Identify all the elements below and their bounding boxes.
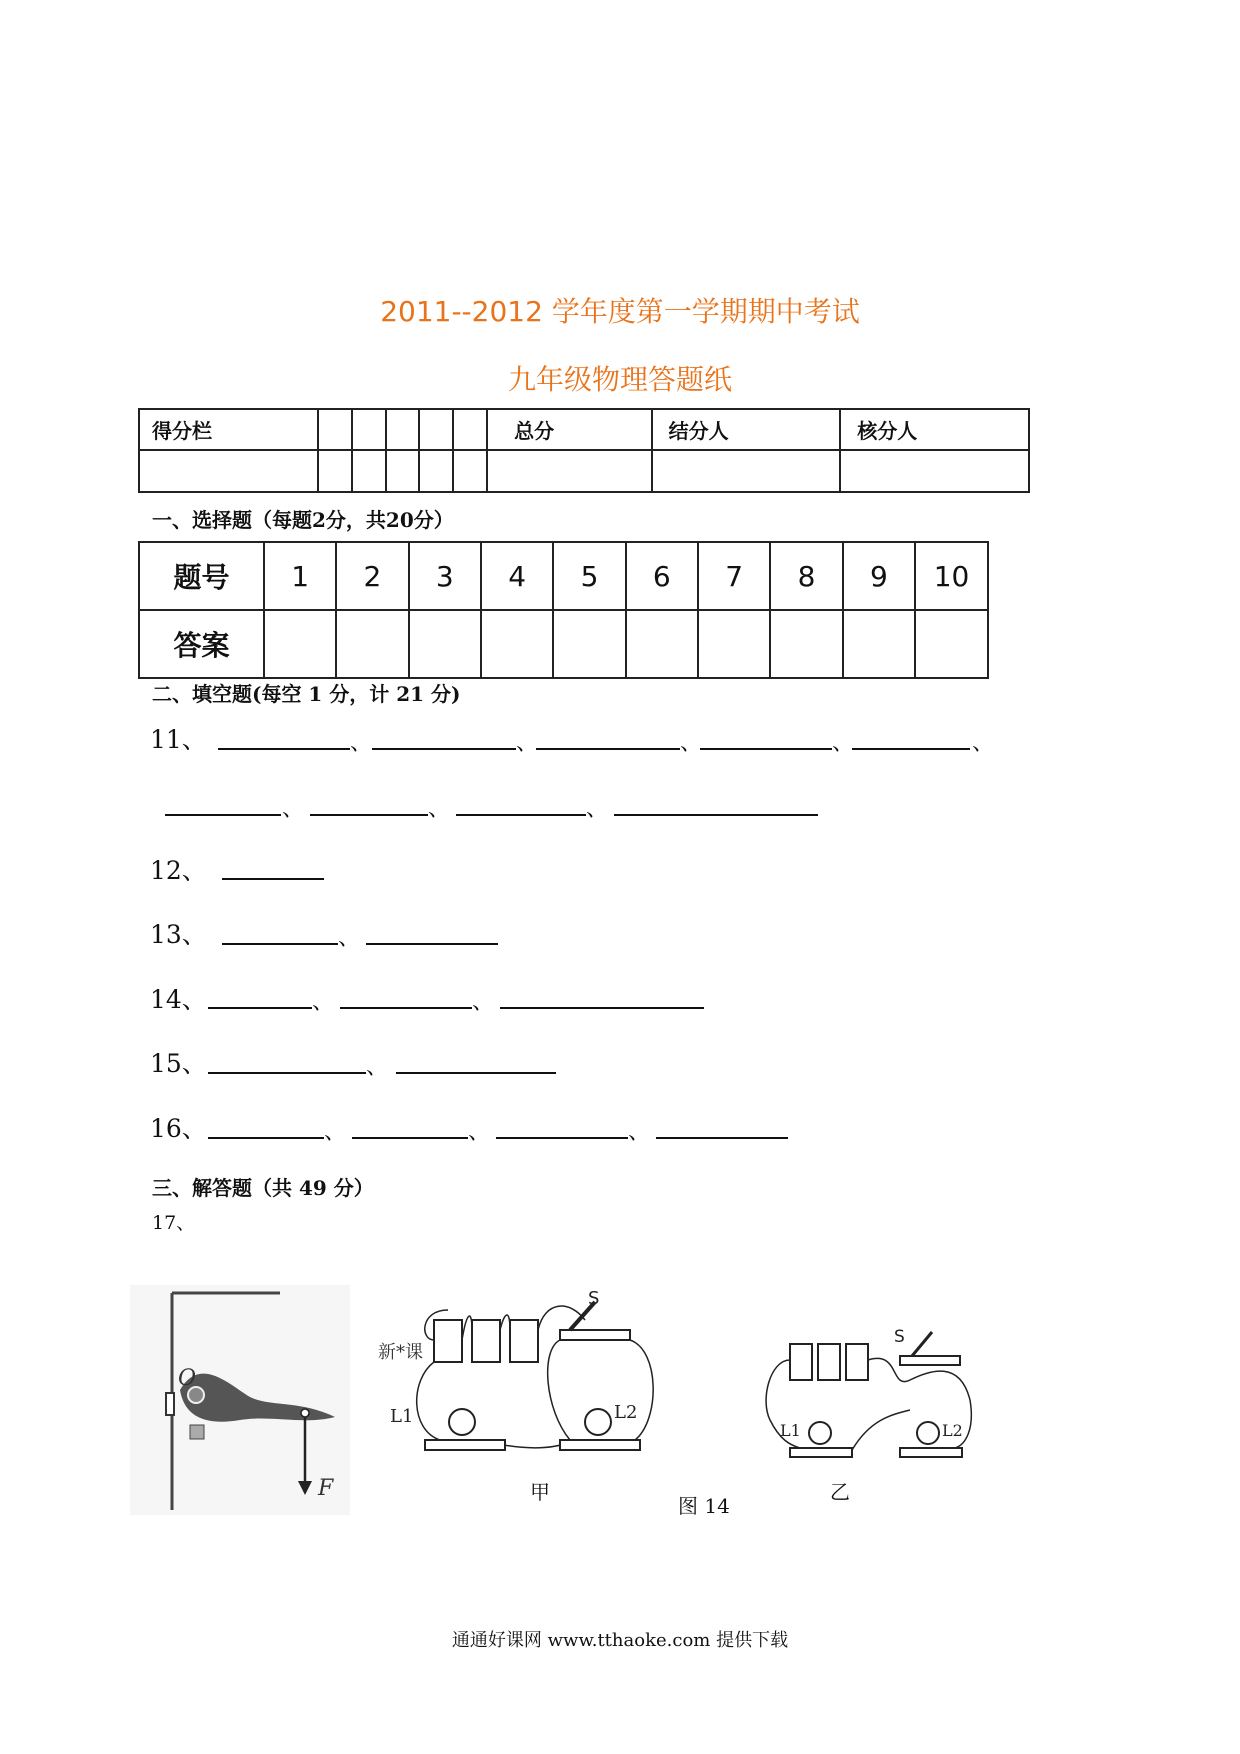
exam-title: 2011--2012 学年度第一学期期中考试: [380, 295, 860, 328]
separator: 、: [350, 731, 373, 756]
question-number: 5: [553, 542, 625, 610]
separator: 、: [680, 731, 703, 756]
question-number: 2: [336, 542, 408, 610]
answer-cell[interactable]: [336, 610, 408, 678]
question-number: 10: [915, 542, 988, 610]
answer-cell[interactable]: [264, 610, 336, 678]
question-number: 8: [770, 542, 842, 610]
score-cell: [419, 450, 453, 492]
separator: 、: [516, 731, 539, 756]
question-number: 3: [409, 542, 481, 610]
separator: 、: [472, 990, 495, 1015]
blank-line[interactable]: [310, 814, 428, 816]
separator: 、: [366, 1055, 389, 1080]
section2-heading: 二、填空题(每空 1 分，计 21 分): [152, 682, 461, 706]
l1-a-label: L1: [390, 1406, 414, 1427]
question-number: 4: [481, 542, 553, 610]
blank-line[interactable]: [372, 748, 516, 750]
answer-cell[interactable]: [626, 610, 698, 678]
blank-line[interactable]: [366, 943, 498, 945]
blank-line[interactable]: [656, 1137, 788, 1139]
blank-line[interactable]: [340, 1007, 472, 1009]
blank-line[interactable]: [396, 1072, 556, 1074]
blank-line[interactable]: [456, 814, 586, 816]
score-cell: [139, 450, 318, 492]
answer-cell[interactable]: [481, 610, 553, 678]
blank-line[interactable]: [700, 748, 832, 750]
q16-label: 16、: [150, 1114, 207, 1143]
q13-label: 13、: [150, 920, 207, 949]
blank-line[interactable]: [218, 748, 350, 750]
answer-cell[interactable]: [770, 610, 842, 678]
section1-heading: 一、选择题（每题2分，共20分）: [152, 508, 454, 532]
q14-label: 14、: [150, 985, 207, 1014]
scorer-label: 结分人: [652, 409, 841, 450]
score-cell: [652, 450, 841, 492]
switch-a-label: S: [588, 1290, 600, 1309]
l1-b-label: L1: [780, 1421, 801, 1440]
question-number: 1: [264, 542, 336, 610]
separator: 、: [428, 797, 451, 822]
answer-cell[interactable]: [553, 610, 625, 678]
separator: 、: [312, 990, 335, 1015]
answer-cell[interactable]: [698, 610, 770, 678]
circuit-b-figure: [760, 1320, 990, 1470]
score-label: 得分栏: [139, 409, 318, 450]
score-table: [138, 408, 1030, 493]
blank-line[interactable]: [852, 748, 970, 750]
section3-heading: 三、解答题（共 49 分）: [152, 1176, 374, 1200]
score-cell: [453, 409, 487, 450]
blank-line[interactable]: [496, 1137, 628, 1139]
checker-label: 核分人: [840, 409, 1029, 450]
score-cell: [318, 409, 352, 450]
question-number: 7: [698, 542, 770, 610]
answer-sheet-title: 九年级物理答题纸: [507, 363, 732, 396]
answer-cell[interactable]: [915, 610, 988, 678]
blank-line[interactable]: [614, 814, 818, 816]
separator: 、: [324, 1120, 347, 1145]
q17-label: 17、: [152, 1212, 196, 1234]
l2-b-label: L2: [942, 1421, 963, 1440]
footer: 通通好课网 www.tthaoke.com 提供下载: [451, 1630, 789, 1651]
total-label: 总分: [487, 409, 651, 450]
q12-label: 12、: [150, 856, 207, 885]
separator: 、: [972, 731, 995, 756]
blank-line[interactable]: [165, 814, 281, 816]
score-cell: [386, 409, 420, 450]
lever-figure: [130, 1285, 350, 1515]
q11-label: 11、: [150, 725, 207, 754]
score-cell: [453, 450, 487, 492]
score-cell: [487, 450, 651, 492]
score-cell: [419, 409, 453, 450]
figure-b-caption: 乙: [830, 1480, 850, 1504]
q15-label: 15、: [150, 1049, 207, 1078]
blank-line[interactable]: [536, 748, 680, 750]
blank-line[interactable]: [352, 1137, 468, 1139]
lever-o-label: O: [178, 1366, 197, 1391]
separator: 、: [282, 797, 305, 822]
score-cell: [840, 450, 1029, 492]
question-number: 9: [843, 542, 915, 610]
question-number-label: 题号: [139, 542, 264, 610]
blank-line[interactable]: [500, 1007, 704, 1009]
score-cell: [318, 450, 352, 492]
separator: 、: [468, 1120, 491, 1145]
separator: 、: [832, 731, 855, 756]
figure-a-caption: 甲: [530, 1480, 550, 1504]
answer-cell[interactable]: [409, 610, 481, 678]
switch-b-label: S: [894, 1327, 905, 1347]
question-number: 6: [626, 542, 698, 610]
separator: 、: [628, 1120, 651, 1145]
blank-line[interactable]: [222, 878, 324, 880]
separator: 、: [338, 926, 361, 951]
score-cell: [352, 450, 386, 492]
blank-line[interactable]: [208, 1007, 312, 1009]
answer-cell[interactable]: [843, 610, 915, 678]
blank-line[interactable]: [222, 943, 338, 945]
score-cell: [386, 450, 420, 492]
blank-line[interactable]: [208, 1072, 366, 1074]
score-cell: [352, 409, 386, 450]
figure-caption: 图 14: [678, 1494, 730, 1518]
blank-line[interactable]: [208, 1137, 324, 1139]
lever-f-label: F: [318, 1476, 334, 1501]
circuit-a-figure: [370, 1290, 680, 1470]
choice-answer-table: [138, 541, 989, 679]
l2-a-label: L2: [614, 1402, 638, 1423]
separator: 、: [586, 797, 609, 822]
answer-label: 答案: [139, 610, 264, 678]
watermark-fragment: 新*课: [378, 1342, 423, 1363]
